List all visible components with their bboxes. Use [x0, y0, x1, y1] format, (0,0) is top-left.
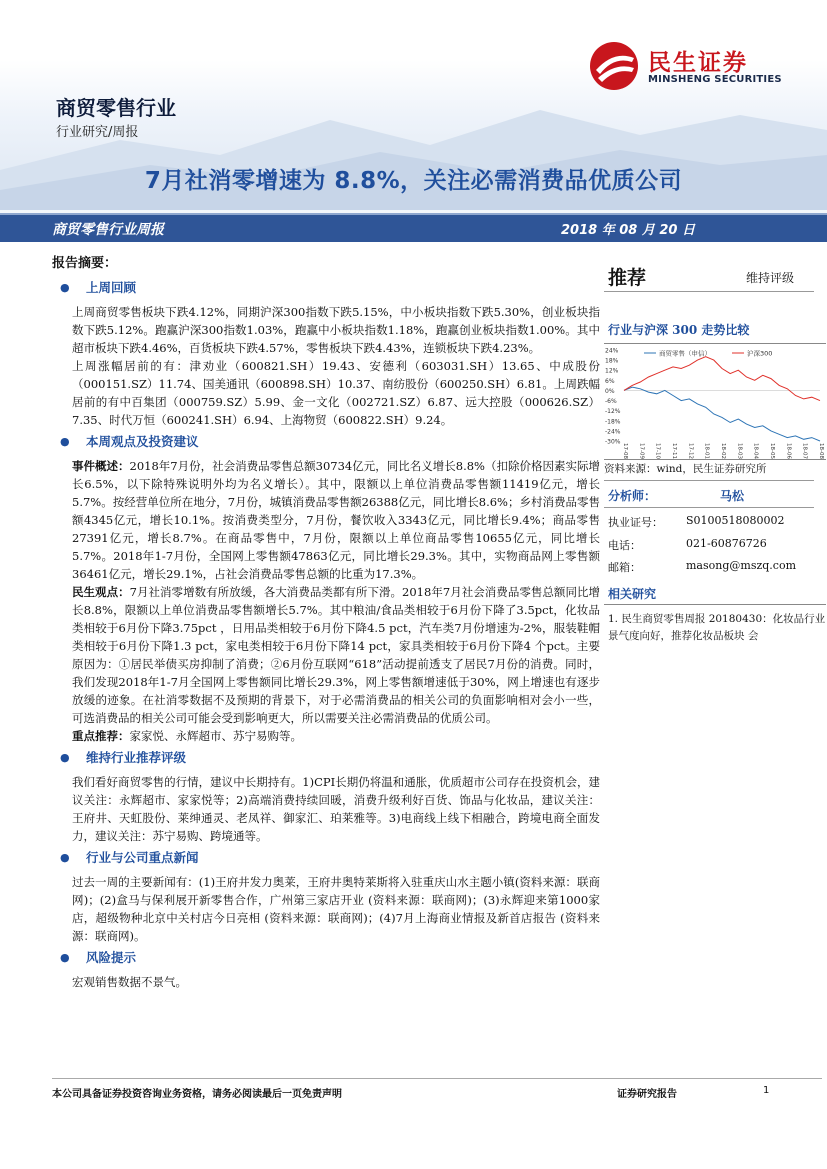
x-tick-label: 18-06 [785, 443, 792, 459]
event-paragraph [72, 457, 600, 583]
y-tick-label: 6% [605, 377, 615, 385]
x-tick-label: 18-01 [703, 443, 710, 459]
report-title: 7月社消零增速为 8.8%，关注必需消费品优质公司 [144, 168, 683, 194]
bar-report-name: 商贸零售行业周报 [52, 222, 164, 238]
footer-disclaimer: 本公司具备证券投资咨询业务资格，请务必阅读最后一页免责声明 [52, 1089, 342, 1100]
x-tick-label: 17-11 [671, 443, 677, 459]
x-tick-label: 18-03 [736, 443, 743, 459]
report-type: 行业研究/周报 [56, 125, 139, 140]
email-label: 邮箱： [608, 561, 641, 574]
email-value[interactable]: masong@mszq.com [686, 559, 797, 572]
brand-name-cn: 民生证券 [648, 50, 748, 76]
lead-label: 事件概述： [72, 459, 130, 473]
section-heading-rating [60, 749, 600, 767]
section-title: 风险提示 [86, 950, 137, 965]
x-tick-label: 18-07 [801, 443, 808, 459]
phone-label: 电话： [608, 539, 641, 552]
y-tick-label: -12% [605, 408, 621, 416]
footer-divider [52, 1078, 822, 1079]
paragraph-text: 2018年7月份，社会消费品零售总额30734亿元，同比名义增长8.8%（扣除价格因素实际增长6.5%，以下除特殊说明外均为名义增长）。其中，限额以上单位消费品零售额11419亿元，增长5.7%。按经营单位所在地分，7月份，城镇消费品零售额26388亿元，同比增长8.6%；乡村消费品零售额4345亿元，增长10.1%。按消费类型分，7月份，餐饮收入3343亿元，同比增长9.4%；商品零售27391亿元，增长8.7%。在商品零售中，7月份，限额以上单位商品零售10655亿元，同比增长5.7%。2018年1-7月份，全国网上零售额47863亿元，同比增长29.3%。其中，实物商品网上零售额36461亿元，增长29.1%，占社会消费品零售总额的比重为17.3%。 [72, 459, 600, 581]
cert-value: S0100518080002 [686, 514, 785, 527]
series-line-1 [624, 387, 820, 441]
related-research-title: 相关研究 [608, 587, 657, 601]
lead-label: 重点推荐： [72, 729, 130, 743]
section-heading-risk [60, 949, 600, 967]
legend-label: 沪深300 [747, 349, 773, 358]
industry-title: 商贸零售行业 [56, 96, 176, 120]
x-tick-label: 18-02 [720, 443, 726, 459]
y-tick-label: -6% [605, 398, 617, 406]
chart-title: 行业与沪深 300 走势比较 [608, 323, 750, 337]
recommend-paragraph [72, 727, 600, 745]
analyst-row [604, 480, 814, 508]
section-title: 上周回顾 [86, 280, 137, 295]
x-tick-label: 17-12 [687, 443, 694, 459]
paragraph-text: 7月社消零增数有所放缓，各大消费品类都有所下滑。2018年7月社会消费品零售总额同比增长8.8%，限额以上单位消费品零售额增长5.7%。其中粮油/食品类相较于6月份下降了3.5pct，化妆品类相较于6月份下降3.75pct ，日用品类相较于6月份下降4.5 pct，汽车类7月份增速为-2%，服装鞋帽类相较于6月份下降1.3 pct，家电类相较于6月份下降14 pct，家具类相较于6月份下降4 个pct。主要原因为：①居民举债买房抑制了消费；②6月份互联网“618”活动提前透支了居民7月份的消费。同时，我们发现2018年1-7月全国网上零售额同比增长29.3%，网上零售额增速低于30%，网上增速也有逐步放缓的迹象。在社消零数据不及预期的背景下，对于必需消费品的相关公司的负面影响相对会小一些，可选消费品的相关公司可能会受到影响更大，所以需要关注必需消费品的优质公司。 [72, 585, 600, 725]
divider [604, 604, 826, 605]
bullet-icon: ● [60, 951, 70, 964]
chart-source: 资料来源：wind，民生证券研究所 [604, 463, 767, 475]
trend-chart [604, 344, 826, 459]
y-tick-label: -18% [605, 418, 621, 426]
section-heading-review [60, 279, 600, 297]
rating-paragraph: 我们看好商贸零售的行情，建议中长期持有。1)CPI长期仍将温和通胀，优质超市公司存在投资机会，建议关注：永辉超市、家家悦等；2)高端消费持续回暖，消费升级利好百货、饰品与化妆品，建议关注：王府井、天虹股份、莱绅通灵、老凤祥、御家汇、珀莱雅等。3)电商线上线下相融合，跨境电商全面发力，建议关注：苏宁易购、跨境通等。 [72, 775, 600, 843]
lead-label: 民生观点： [72, 585, 130, 599]
footer-report-type: 证券研究报告 [617, 1089, 677, 1100]
chart-container [604, 343, 826, 460]
section-heading-news [60, 849, 600, 867]
x-tick-label: 17-09 [638, 443, 645, 459]
paragraph-text: 家家悦、永辉超市、苏宁易购等。 [129, 729, 302, 743]
y-tick-label: -24% [605, 428, 621, 436]
news-paragraph: 过去一周的主要新闻有：(1)王府井发力奥莱，王府井奥特莱斯将入驻重庆山水主题小镇(资料来源：联商网)；(2)盒马与保利展开新零售合作，广州第三家店开业 (资料来源：联商网)；(3)永辉迎来第1000家店，超级物种北京中关村店今日亮相 (资料来源：联商网)；(4)7月上海商业情报及新首店报告 (资料来源：联商网)。 [72, 875, 600, 943]
series-line-2 [624, 357, 820, 401]
view-paragraph [72, 583, 600, 727]
x-tick-label: 18-08 [818, 443, 824, 459]
phone-value: 021-60876726 [686, 537, 767, 550]
bullet-icon: ● [60, 281, 70, 294]
section-title: 本周观点及投资建议 [86, 434, 199, 449]
risk-paragraph: 宏观销售数据不景气。 [72, 975, 187, 989]
review-paragraph-1: 上周商贸零售板块下跌4.12%，同期沪深300指数下跌5.15%，中小板块指数下跌5.30%，创业板块指数下跌5.12%。跑赢沪深300指数1.03%，跑赢中小板块指数1.18%，跑赢创业板块指数1.00%。其中超市板块下跌4.46%，百货板块下跌4.57%，零售板块下跌4.43%，连锁板块下跌4.23%。 [72, 305, 600, 355]
page-number: 1 [763, 1085, 770, 1096]
related-research-item[interactable]: 1. 民生商贸零售周报 20180430：化妆品行业景气度向好，推荐化妆品板块 会 [608, 613, 826, 642]
y-tick-label: -30% [605, 438, 621, 446]
x-tick-label: 17-08 [622, 443, 628, 459]
bar-date: 2018 年 08 月 20 日 [561, 223, 695, 238]
bullet-icon: ● [60, 851, 70, 864]
rating-value: 推荐 [608, 267, 647, 289]
y-tick-label: 12% [605, 367, 619, 375]
section-title: 行业与公司重点新闻 [86, 850, 199, 865]
section-title: 维持行业推荐评级 [86, 750, 187, 765]
analyst-name: 马松 [720, 489, 745, 503]
x-tick-label: 18-04 [752, 443, 759, 459]
rating-row [604, 255, 814, 292]
bullet-icon: ● [60, 435, 70, 448]
review-paragraph-2: 上周涨幅居前的有：津劝业（600821.SH）19.43、安德利（603031.SH）13.65、中成股份（000151.SZ）11.74、国美通讯（600898.SH）10.37、南纺股份（600250.SH）6.81。上周跌幅居前的有中百集团（000759.SZ）5.99、金一文化（002721.SZ）6.87、远大控股（000626.SZ）7.35、时代万恒（600241.SH）6.94、上海物贸（600822.SH）9.24。 [72, 359, 600, 427]
abstract-title: 报告摘要： [52, 256, 118, 271]
y-tick-label: 0% [605, 387, 615, 395]
main-content [52, 255, 600, 991]
rating-note: 维持评级 [746, 271, 795, 285]
x-tick-label: 18-05 [769, 443, 775, 459]
cert-label: 执业证号： [608, 516, 663, 529]
brand-name-en: MINSHENG SECURITIES [648, 74, 782, 85]
y-tick-label: 24% [605, 347, 619, 355]
legend-label: 商贸零售（申信） [659, 349, 711, 358]
section-heading-view [60, 433, 600, 451]
y-tick-label: 18% [605, 357, 619, 365]
bullet-icon: ● [60, 751, 70, 764]
x-tick-label: 17-10 [654, 443, 661, 459]
analyst-label: 分析师： [608, 489, 657, 503]
